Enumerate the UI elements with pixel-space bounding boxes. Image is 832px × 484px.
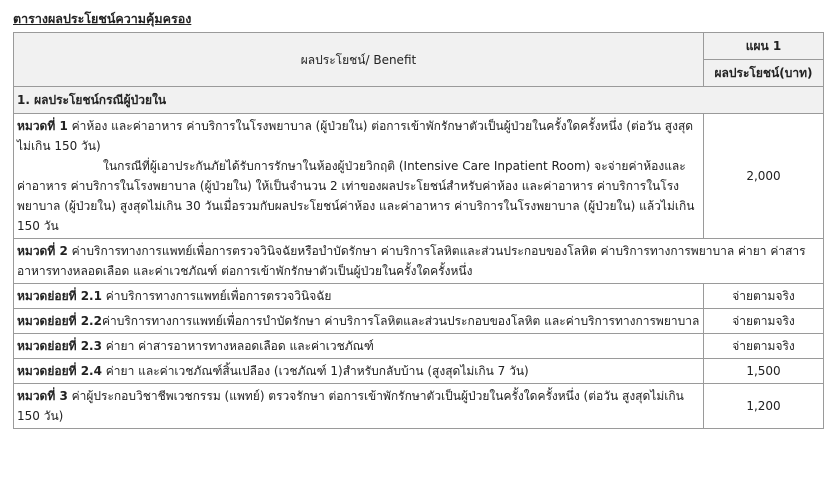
category-text: ค่าบริการทางการแพทย์เพื่อการตรวจวินิจฉัย bbox=[101, 289, 332, 303]
category-label: หมวดที่ 3 bbox=[17, 389, 68, 403]
table-row bbox=[14, 309, 824, 334]
category-text: ค่าห้อง และค่าอาหาร ค่าบริการในโรงพยาบาล (ผู้ป่วยใน) ต่อการเข้าพักรักษาตัวเป็นผู้ป่วยในครั้งใดครั้งหนึ่ง (ต่อวัน สูงสุดไม่เกิน 150 วัน) bbox=[17, 119, 694, 153]
page-title: ตารางผลประโยชน์ความคุ้มครอง bbox=[13, 11, 192, 26]
category-note: ในกรณีที่ผู้เอาประกันภัยได้รับการรักษาในห้องผู้ป่วยวิกฤติ (Intensive Care Inpatient Room) จะจ่ายค่าห้องและค่าอาหาร ค่าบริการในโรงพยาบาล (ผู้ป่วยใน) ให้เป็นจำนวน 2 เท่าของผลประโยชน์สำหรับค่าห้อง และค่าอาหาร ค่าบริการในโรงพยาบาล (ผู้ป่วยใน) สูงสุดไม่เกิน 30 วันเมื่อรวมกับผลประโยชน์ค่าห้อง และค่าอาหาร ค่าบริการในโรงพยาบาล (ผู้ป่วยใน) แล้วไม่เกิน 150 วัน bbox=[17, 159, 695, 233]
row-description bbox=[14, 359, 704, 384]
row-value: 1,200 bbox=[704, 384, 824, 429]
benefit-table bbox=[13, 32, 824, 429]
table-row bbox=[14, 384, 824, 429]
category-text: ค่าผู้ประกอบวิชาชีพเวชกรรม (แพทย์) ตรวจรักษา ต่อการเข้าพักรักษาตัวเป็นผู้ป่วยในครั้งใดครั้งหนึ่ง (ต่อวัน สูงสุดไม่เกิน 150 วัน) bbox=[17, 389, 684, 423]
category-text: ค่ายา และค่าเวชภัณฑ์สิ้นเปลือง (เวชภัณฑ์ 1)สำหรับกลับบ้าน (สูงสุดไม่เกิน 7 วัน) bbox=[101, 364, 529, 378]
row-value: จ่ายตามจริง bbox=[704, 284, 824, 309]
row-value: 1,500 bbox=[704, 359, 824, 384]
table-row bbox=[14, 359, 824, 384]
category-label: หมวดที่ 2 bbox=[17, 244, 68, 258]
row-value: 2,000 bbox=[704, 114, 824, 239]
row-description bbox=[14, 284, 704, 309]
category-label: หมวดย่อยที่ 2.4 bbox=[17, 364, 102, 378]
category-label: หมวดย่อยที่ 2.2 bbox=[17, 314, 102, 328]
table-row bbox=[14, 114, 824, 239]
row-description bbox=[14, 309, 704, 334]
table-row bbox=[14, 284, 824, 309]
section-inpatient: 1. ผลประโยชน์กรณีผู้ป่วยใน bbox=[14, 87, 824, 114]
table-row bbox=[14, 334, 824, 359]
category-label: หมวดย่อยที่ 2.1 bbox=[17, 289, 102, 303]
row-value: จ่ายตามจริง bbox=[704, 309, 824, 334]
row-value: จ่ายตามจริง bbox=[704, 334, 824, 359]
row-description bbox=[14, 334, 704, 359]
category-text: ค่ายา ค่าสารอาหารทางหลอดเลือด และค่าเวชภัณฑ์ bbox=[101, 339, 374, 353]
row-description bbox=[14, 384, 704, 429]
row-description bbox=[14, 239, 824, 284]
category-label: หมวดย่อยที่ 2.3 bbox=[17, 339, 102, 353]
category-text: ค่าบริการทางการแพทย์เพื่อการบำบัดรักษา ค่าบริการโลหิตและส่วนประกอบของโลหิต และค่าบริการทางการพยาบาล bbox=[101, 314, 700, 328]
category-text: ค่าบริการทางการแพทย์เพื่อการตรวจวินิจฉัยหรือบำบัดรักษา ค่าบริการโลหิตและส่วนประกอบของโลหิต ค่าบริการทางการพยาบาล ค่ายา ค่าสารอาหารทางหลอดเลือด และค่าเวชภัณฑ์ ต่อการเข้าพักรักษาตัวเป็นผู้ป่วยในครั้งใดครั้งหนึ่ง bbox=[17, 244, 806, 278]
category-label: หมวดที่ 1 bbox=[17, 119, 68, 133]
table-row bbox=[14, 239, 824, 284]
plan-header: แผน 1 bbox=[704, 33, 824, 60]
amount-header: ผลประโยชน์(บาท) bbox=[704, 60, 824, 87]
benefit-header: ผลประโยชน์/ Benefit bbox=[14, 33, 704, 87]
row-description bbox=[14, 114, 704, 239]
